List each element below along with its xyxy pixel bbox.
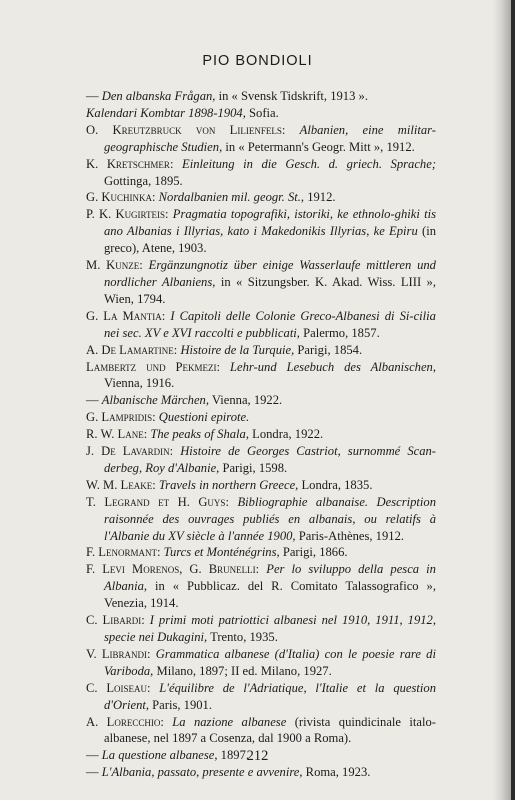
entry-text: Londra, 1922. xyxy=(249,427,324,442)
entry-author: K. Kretschmer xyxy=(86,156,170,171)
entry-text: in « Svensk Tidskrift, 1913 ». xyxy=(215,89,368,103)
entry-title: Den albanska Frågan, xyxy=(101,89,216,103)
bibliography-entry xyxy=(86,122,436,156)
entry-text: : xyxy=(151,190,159,205)
entry-author: G. Kuchinka xyxy=(86,190,152,205)
entry-text: : xyxy=(161,308,171,323)
entry-text: Milano, 1897; II ed. Milano, 1927. xyxy=(153,663,332,678)
entry-title: Albanien, eine militar-geographische Studien, xyxy=(104,122,436,154)
entry-author: A. Lorecchio xyxy=(86,714,161,729)
entry-text: 1912. xyxy=(304,190,336,205)
entry-text: — xyxy=(86,748,102,763)
entry-text: (in greco), Atene, 1903. xyxy=(104,224,437,256)
bibliography-entry xyxy=(86,714,436,748)
bibliography-entry xyxy=(86,561,436,612)
entry-title: Questioni epirote. xyxy=(158,410,250,425)
entry-text: Trento, 1935. xyxy=(207,630,278,644)
bibliography-entry xyxy=(86,544,436,561)
entry-title: Histoire de la Turquie, xyxy=(180,342,295,357)
bibliography-entry xyxy=(86,308,436,342)
page-edge xyxy=(511,0,515,800)
bibliography-entry xyxy=(86,189,436,206)
entry-title: Pragmatia topografiki, istoriki, ke ethnolo-ghiki tis ano Albanias i Illyrias, kato i Makedonikis Illyrias, ke Epiru xyxy=(104,207,436,239)
bibliography-entry xyxy=(86,426,436,443)
running-header: PIO BONDIOLI xyxy=(202,53,313,69)
entry-title: Ergänzungnotiz über einige Wasserlaufe mittleren und nordlicher Albaniens, xyxy=(104,258,436,289)
entry-title: La nazione albanese xyxy=(172,714,287,729)
entry-text: : xyxy=(281,122,300,137)
bibliography-entry xyxy=(86,612,436,646)
page-number: 212 xyxy=(246,748,269,764)
entry-text: : xyxy=(216,359,230,374)
bibliography-entry xyxy=(86,680,436,714)
entry-author: T. Legrand et H. Guys xyxy=(86,494,226,509)
entry-title: La questione albanese, xyxy=(101,748,218,763)
entry-text: Gottinga, 1895. xyxy=(104,173,183,188)
entry-author: P. K. Kugirteis xyxy=(86,207,166,222)
entry-text: : xyxy=(169,444,181,459)
entry-title: Histoire de Georges Castriot, surnommé Scan-derbeg, Roy d'Albanie, xyxy=(104,444,436,475)
entry-text: : xyxy=(165,207,173,222)
entry-text: (rivista quindicinale italo-albanese, nel 1897 a Cosenza, dal 1900 a Roma). xyxy=(104,714,436,746)
entry-author: M. Kunze xyxy=(86,258,140,273)
entry-text: : xyxy=(160,714,173,729)
entry-text: : xyxy=(225,494,238,509)
entry-title: Lehr-und Lesebuch des Albanischen, xyxy=(230,359,436,374)
entry-title: L'Albania, passato, presente e avvenire, xyxy=(101,765,303,780)
bibliography-entry xyxy=(86,443,436,477)
entry-title: Albanische Märchen, xyxy=(101,393,209,408)
entry-title: L'équilibre de l'Adriatique, l'Italie et la question d'Orient, xyxy=(104,680,436,712)
bibliography-entry xyxy=(86,409,436,426)
entry-text: Palermo, 1857. xyxy=(299,325,380,340)
entry-author: W. M. Leake xyxy=(86,477,153,492)
entry-text: : xyxy=(152,477,159,492)
bibliography-entry xyxy=(86,88,436,105)
entry-title: Einleitung in die Gesch. d. griech. Sprache; xyxy=(182,156,437,171)
entry-text: Parigi, 1598. xyxy=(219,460,288,475)
entry-text: : xyxy=(152,410,159,425)
bibliography-entry xyxy=(86,206,436,257)
entry-text: Roma, 1923. xyxy=(302,765,371,780)
entry-text: : xyxy=(169,156,183,171)
entry-text: : xyxy=(147,680,160,695)
entry-text: : xyxy=(143,427,151,442)
bibliography-entry xyxy=(86,342,436,359)
entry-title: Kalendari Kombtar 1898-1904, xyxy=(86,105,246,120)
entry-title: I Capitoli delle Colonie Greco-Albanesi di Si-cilia nei sec. XV e XVI raccolti e pubblicati, xyxy=(104,308,436,340)
entry-title: The peaks of Shala, xyxy=(150,427,249,442)
entry-author: C. Loiseau xyxy=(86,680,148,695)
entry-author: F. Levi Morenos, G. Brunelli xyxy=(86,562,256,577)
bibliography-entry xyxy=(86,764,436,781)
entry-author: G. Lampridis xyxy=(86,410,153,425)
entry-text: Parigi, 1854. xyxy=(294,342,363,357)
entry-text: — xyxy=(86,89,102,103)
entry-text: Londra, 1835. xyxy=(298,477,373,492)
entry-title: Bibliographie albanaise. Description raisonnée des ouvrages publiés en albanais, ou relatifs à l'Albanie du XV siècle à l'année 1900, xyxy=(104,494,437,543)
entry-author: V. Librandi xyxy=(86,646,148,661)
bibliography-list xyxy=(86,88,436,781)
entry-text: Sofia. xyxy=(245,105,279,120)
entry-text: Paris-Athènes, 1912. xyxy=(295,528,405,543)
bibliography-entry xyxy=(86,392,436,409)
entry-title: Nordalbanien mil. geogr. St., xyxy=(158,190,305,205)
bibliography-entry xyxy=(86,257,436,308)
entry-title: I primi moti patriottici albanesi nel 1910, 1911, 1912, specie nei Dukagini, xyxy=(104,613,437,644)
entry-text: Parigi, 1866. xyxy=(279,545,348,560)
entry-author: R. W. Lane xyxy=(86,427,144,442)
bibliography-entry xyxy=(86,359,436,393)
entry-author: F. Lenormant xyxy=(86,545,157,560)
entry-text: : xyxy=(139,258,149,273)
entry-text: Paris, 1901. xyxy=(149,697,212,712)
entry-title: Grammatica albanese (d'Italia) con le poesie rare di Variboda, xyxy=(104,646,436,678)
bibliography-entry xyxy=(86,494,436,545)
bibliography-entry xyxy=(86,156,436,190)
entry-text: in « Sitzungsber. K. Akad. Wiss. LIII », Wien, 1794. xyxy=(104,274,436,306)
bibliography-entry xyxy=(86,477,436,494)
entry-title: Per lo sviluppo della pesca in Albania, xyxy=(104,562,436,594)
entry-text: Vienna, 1916. xyxy=(104,376,175,391)
entry-author: J. De Lavardin xyxy=(86,444,170,459)
entry-title: Travels in northern Greece, xyxy=(158,477,299,492)
entry-text: : xyxy=(255,562,267,577)
entry-author: A. De Lamartine xyxy=(86,342,174,357)
entry-text: : xyxy=(147,646,156,661)
entry-text: : xyxy=(141,613,150,628)
entry-text: in « Petermann's Geogr. Mitt », 1912. xyxy=(222,139,415,154)
entry-author: Lambertz und Pekmezi xyxy=(86,359,217,374)
entry-text: : xyxy=(173,342,181,357)
entry-author: G. La Mantia xyxy=(86,308,162,323)
entry-author: C. Libardi xyxy=(86,613,142,628)
entry-text: 1897. xyxy=(217,748,250,763)
entry-text: in « Pubblicaz. del R. Comitato Talassografico », Venezia, 1914. xyxy=(104,579,436,611)
bibliography-entry xyxy=(86,646,436,680)
entry-author: O. Kreutzbruck von Lilienfels xyxy=(86,122,282,137)
entry-text: — xyxy=(86,393,102,408)
bibliography-entry xyxy=(86,105,436,122)
entry-text: — xyxy=(86,765,102,780)
entry-text: : xyxy=(156,545,164,560)
entry-title: Turcs et Monténégrins, xyxy=(163,545,280,560)
entry-text: Vienna, 1922. xyxy=(209,393,283,408)
